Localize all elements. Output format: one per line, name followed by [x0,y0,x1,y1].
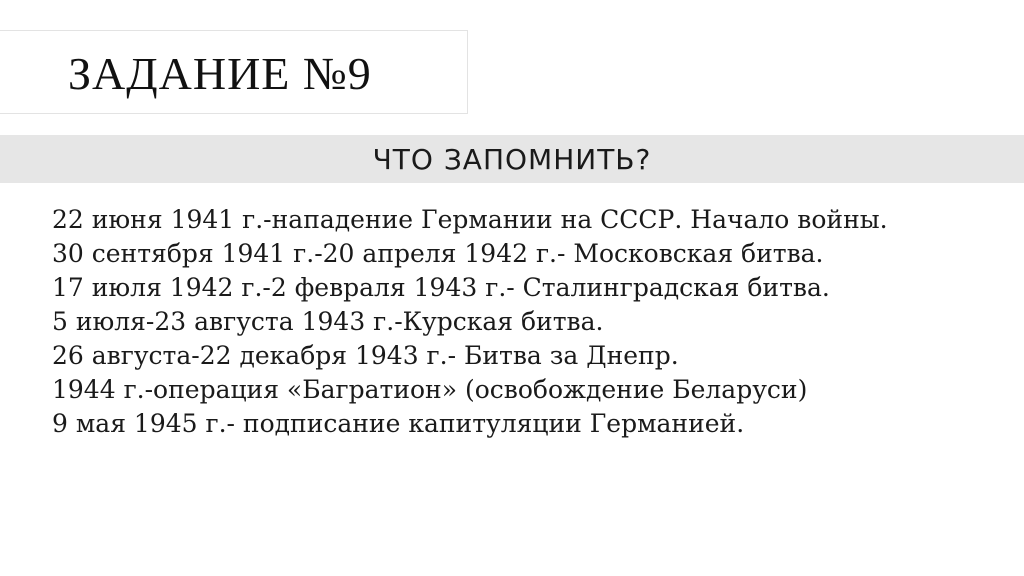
fact-item: 17 июля 1942 г.-2 февраля 1943 г.- Сталинградская битва. [52,273,830,302]
fact-item: 30 сентября 1941 г.-20 апреля 1942 г.- Московская битва. [52,239,824,268]
fact-item: 9 мая 1945 г.- подписание капитуляции Германией. [52,409,745,438]
slide-title: ЗАДАНИЕ №9 [68,48,372,99]
fact-item: 5 июля-23 августа 1943 г.-Курская битва. [52,307,604,336]
fact-item: 26 августа-22 декабря 1943 г.- Битва за Днепр. [52,341,679,370]
slide-subtitle: ЧТО ЗАПОМНИТЬ? [372,143,652,176]
fact-item: 22 июня 1941 г.-нападение Германии на СССР. Начало войны. [52,205,888,234]
facts-list [52,203,972,441]
fact-item: 1944 г.-операция «Багратион» (освобождение Беларуси) [52,375,808,404]
